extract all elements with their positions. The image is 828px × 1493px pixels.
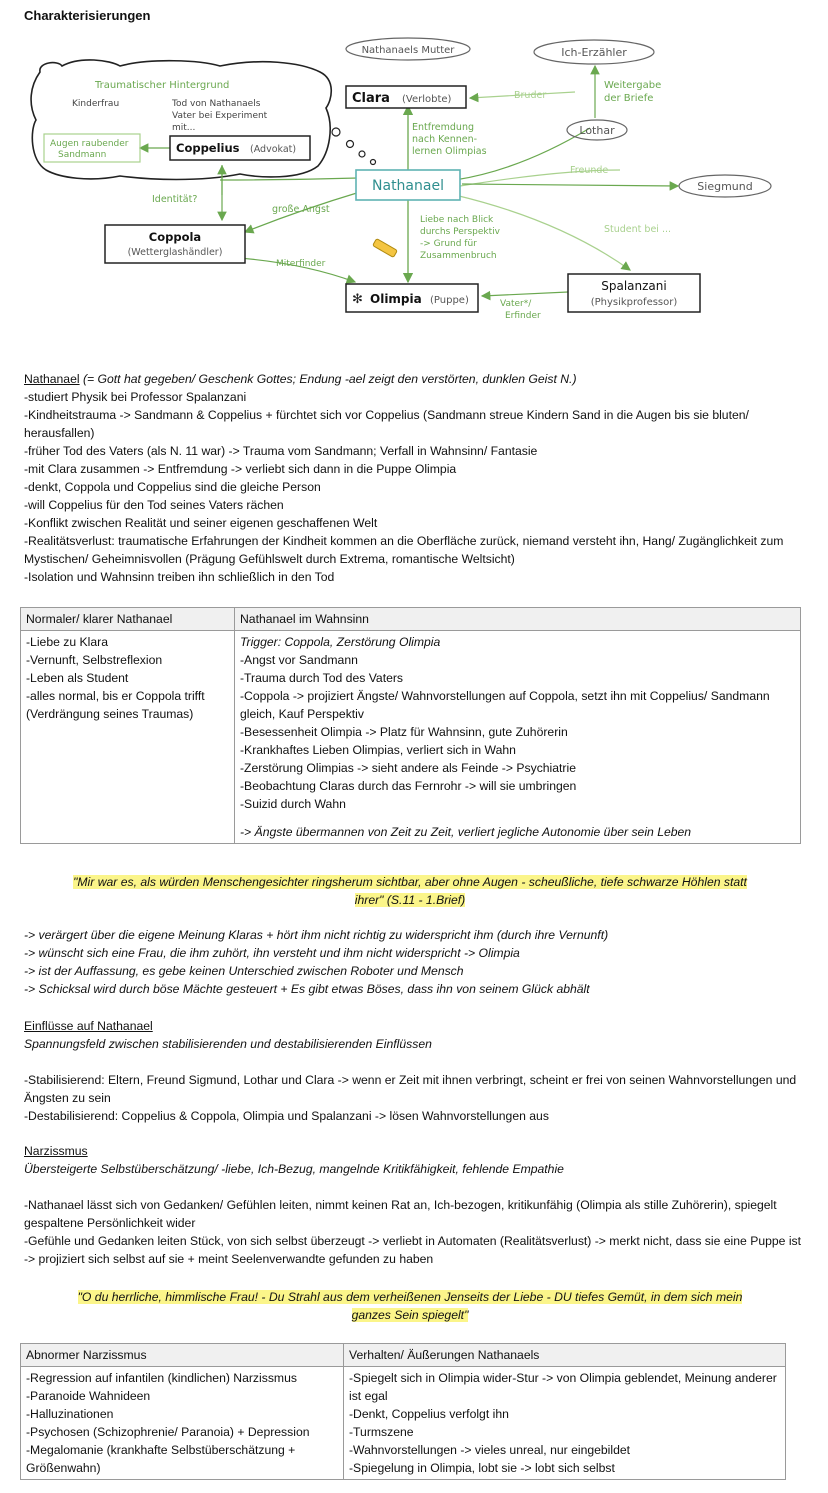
einfluesse-section [24, 1017, 804, 1125]
cloud-right-2: Vater bei Experiment [172, 111, 268, 121]
wahnsinn-table [20, 607, 801, 844]
olimpia-icon: ✻ [352, 291, 363, 306]
quote-2-line-2: ganzes Sein spiegelt" [351, 1308, 469, 1322]
cell-line: -Beobachtung Claras durch das Fernrohr -> will sie umbringen [240, 779, 577, 793]
edge-miterfinder: Miterfinder [276, 259, 326, 269]
node-coppelius-sub: (Advokat) [250, 144, 297, 155]
cell-line: -Liebe zu Klara [26, 635, 108, 649]
nathanael-point: -denkt, Coppola und Coppelius sind die gleiche Person [24, 480, 321, 494]
cloud-left: Kinderfrau [72, 99, 120, 109]
table-cell-wahnsinn [235, 631, 801, 844]
cell-line: -Megalomanie (krankhafte Selbstüberschätzung + [26, 1443, 296, 1457]
table-header: Nathanael im Wahnsinn [235, 608, 801, 631]
cell-line: -Zerstörung Olimpias -> sieht andere als Feinde -> Psychiatrie [240, 761, 576, 775]
clara-point: -> wünscht sich eine Frau, die ihm zuhört, ihn versteht und ihm nicht widerspricht -> Olimpia [24, 946, 520, 960]
quote-2-line-1: "O du herrliche, himmlische Frau! - Du Strahl aus dem verheißenen Jenseits der Liebe - DU tiefes Gemüt, in dem sich mein [77, 1290, 743, 1304]
cell-line: Größenwahn) [26, 1461, 101, 1475]
cloud-right-3: mit... [172, 123, 196, 133]
conclusion-line: -> Ängste übermannen von Zeit zu Zeit, verliert jegliche Autonomie über sein Leben [240, 825, 692, 839]
narzissmus-subtitle: Übersteigerte Selbstüberschätzung/ -liebe, Ich-Bezug, mangelnde Kritikfähigkeit, fehlende Empathie [24, 1162, 564, 1176]
node-siegmund: Siegmund [697, 180, 753, 193]
table-cell-verhalten [344, 1367, 786, 1480]
edge-freunde: Freunde [570, 165, 609, 176]
edge-entfremdung-1: Entfremdung [412, 122, 474, 133]
clara-point: -> verärgert über die eigene Meinung Klaras + hört ihm nicht richtig zu widerspricht ihm (durch ihre Vernunft) [24, 928, 609, 942]
quote-2 [20, 1288, 800, 1324]
nathanael-point: -Isolation und Wahnsinn treiben ihn schließlich in den Tod [24, 570, 335, 584]
narzissmus-table [20, 1343, 786, 1480]
edge-liebe-3: -> Grund für [420, 239, 477, 249]
edge-vater-1: Vater*/ [500, 299, 532, 309]
cell-line: -Turmszene [349, 1425, 414, 1439]
nathanael-heading-line [24, 370, 804, 388]
narzissmus-section [24, 1142, 804, 1268]
quote-1-line-2: ihrer" (S.11 - 1.Brief) [354, 893, 466, 907]
table-cell-normal [21, 631, 235, 844]
nathanael-point: -will Coppelius für den Tod seines Vaters rächen [24, 498, 284, 512]
nathanael-point: -Konflikt zwischen Realität und seiner eigenen geschaffenen Welt [24, 516, 378, 530]
edge-weitergabe-1: Weitergabe [604, 80, 662, 91]
node-coppelius: Coppelius [176, 141, 240, 155]
cell-line: -Regression auf infantilen (kindlichen) Narzissmus [26, 1371, 297, 1385]
node-spalanzani-sub: (Physikprofessor) [590, 297, 678, 308]
nathanael-point: -Kindheitstrauma -> Sandmann & Coppelius + fürchtet sich vor Coppelius (Sandmann streue Kindern Sand in die Augen bis sie bluten/ herausfallen) [24, 408, 749, 440]
cell-line: -Leben als Student [26, 671, 129, 685]
node-ich-erzaehler: Ich-Erzähler [561, 46, 627, 59]
edge-angst: große Angst [272, 204, 330, 215]
cell-line: -Besessenheit Olimpia -> Platz für Wahnsinn, gute Zuhörerin [240, 725, 568, 739]
narzissmus-point: -Gefühle und Gedanken leiten Stück, von sich selbst überzeugt -> verliebt in Automaten (Realitätsverlust) -> merkt nicht, dass sie eine Puppe ist -> projiziert sich selbst auf sie + meint Seelenverwandte gefunden zu haben [24, 1234, 802, 1266]
edge-identitaet: Identität? [152, 194, 198, 205]
cell-line: -Spiegelung in Olimpia, lobt sie -> lobt sich selbst [349, 1461, 615, 1475]
edge-bruder: Bruder [514, 90, 547, 101]
nathanael-heading: Nathanael [24, 372, 80, 386]
einfluesse-point: -Destabilisierend: Coppelius & Coppola, Olimpia und Spalanzani -> lösen Wahnvorstellungen aus [24, 1109, 549, 1123]
edge-liebe-2: durchs Perspektiv [420, 227, 500, 237]
cell-line: -Psychosen (Schizophrenie/ Paranoia) + Depression [26, 1425, 310, 1439]
table-header: Abnormer Narzissmus [21, 1344, 344, 1367]
clara-point: -> Schicksal wird durch böse Mächte gesteuert + Es gibt etwas Böses, dass ihn von seinem Glück abhält [24, 982, 590, 996]
node-clara-sub: (Verlobte) [402, 94, 452, 105]
nathanael-point: -studiert Physik bei Professor Spalanzani [24, 390, 247, 404]
nathanael-point: -Realitätsverlust: traumatische Erfahrungen der Kindheit kommen an die Oberfläche zurück, niemand versteht ihn, Hang/ Zugänglichkeit zum Mystischen/ Geheimnisvollen (Prägung Gefühlswelt durch Extrema, romantische Weltsicht) [24, 534, 784, 566]
edge-entfremdung-3: lernen Olimpias [412, 146, 487, 157]
einfluesse-subtitle: Spannungsfeld zwischen stabilisierenden und destabilisierenden Einflüssen [24, 1037, 432, 1051]
edge-entfremdung-2: nach Kennen- [412, 134, 478, 145]
node-nathanael: Nathanael [372, 178, 444, 194]
edge-vater-2: Erfinder [505, 311, 541, 321]
nathanael-heading-note: (= Gott hat gegeben/ Geschenk Gottes; Endung -ael zeigt den verstörten, dunklen Geist N.) [79, 372, 577, 386]
node-coppola-sub: (Wetterglashändler) [127, 247, 223, 258]
einfluesse-heading: Einflüsse auf Nathanael [24, 1019, 153, 1033]
nathanael-point: -früher Tod des Vaters (als N. 11 war) -> Trauma vom Sandmann; Verfall in Wahnsinn/ Fantasie [24, 444, 538, 458]
character-mindmap [0, 30, 828, 330]
page-title: Charakterisierungen [24, 8, 151, 23]
cloud-box-2: Sandmann [58, 150, 107, 160]
trigger-line: Trigger: Coppola, Zerstörung Olimpia [240, 635, 441, 649]
table-header: Verhalten/ Äußerungen Nathanaels [344, 1344, 786, 1367]
cell-line: -Trauma durch Tod des Vaters [240, 671, 404, 685]
edge-liebe-1: Liebe nach Blick [420, 215, 494, 225]
cloud-right-1: Tod von Nathanaels [172, 99, 261, 109]
cell-line: -Denkt, Coppelius verfolgt ihn [349, 1407, 509, 1421]
cell-line: -Vernunft, Selbstreflexion [26, 653, 163, 667]
cell-line: -Wahnvorstellungen -> vieles unreal, nur eingebildet [349, 1443, 631, 1457]
cell-line: -Halluzinationen [26, 1407, 114, 1421]
node-olimpia-sub: (Puppe) [430, 295, 469, 306]
cell-line: -Suizid durch Wahn [240, 797, 346, 811]
quote-1 [20, 873, 800, 909]
table-header: Normaler/ klarer Nathanael [21, 608, 235, 631]
node-spalanzani: Spalanzani [601, 279, 667, 293]
cell-line: -Coppola -> projiziert Ängste/ Wahnvorstellungen auf Coppola, setzt ihn mit Coppelius/ Sandmann gleich, Kauf Perspektiv [240, 689, 770, 721]
cell-line: -Angst vor Sandmann [240, 653, 358, 667]
cell-line: -Paranoide Wahnideen [26, 1389, 151, 1403]
table-cell-abnorm [21, 1367, 344, 1480]
edge-liebe-4: Zusammenbruch [420, 251, 497, 261]
cell-line: -Krankhaftes Lieben Olimpias, verliert sich in Wahn [240, 743, 516, 757]
nathanael-point: -mit Clara zusammen -> Entfremdung -> verliebt sich dann in die Puppe Olimpia [24, 462, 457, 476]
narzissmus-point: -Nathanael lässt sich von Gedanken/ Gefühlen leiten, nimmt keinen Rat an, Ich-bezogen, kritikunfähig (Olimpia als stille Zuhörerin), spiegelt gespaltene Persönlichkeit wider [24, 1198, 777, 1230]
node-mutter: Nathanaels Mutter [361, 45, 455, 56]
node-clara: Clara [352, 91, 390, 106]
node-coppola: Coppola [148, 230, 202, 244]
quote-1-line-1: "Mir war es, als würden Menschengesichter ringsherum sichtbar, aber ohne Augen - scheußliche, tiefe schwarze Höhlen statt [73, 875, 747, 889]
edge-student: Student bei ... [604, 224, 672, 235]
cell-line: (Verdrängung seines Traumas) [26, 707, 194, 721]
cell-line: -alles normal, bis er Coppola trifft [26, 689, 205, 703]
einfluesse-point: -Stabilisierend: Eltern, Freund Sigmund, Lothar und Clara -> wenn er Zeit mit ihnen verbringt, scheint er frei von seinen Wahnvorstellungen und Ängsten zu sein [24, 1073, 797, 1105]
edge-weitergabe-2: der Briefe [604, 93, 654, 104]
cloud-title: Traumatischer Hintergrund [95, 80, 230, 91]
narzissmus-heading: Narzissmus [24, 1144, 88, 1158]
telescope-icon [373, 239, 398, 258]
clara-points [24, 926, 804, 998]
cell-line: -Spiegelt sich in Olimpia wider-Stur -> von Olimpia geblendet, Meinung anderer ist egal [349, 1371, 777, 1403]
node-olimpia: Olimpia [370, 292, 422, 306]
clara-point: -> ist der Auffassung, es gebe keinen Unterschied zwischen Roboter und Mensch [24, 964, 464, 978]
node-lothar: Lothar [579, 124, 615, 137]
cloud-box-1: Augen raubender [50, 139, 129, 149]
nathanael-section [24, 370, 804, 586]
